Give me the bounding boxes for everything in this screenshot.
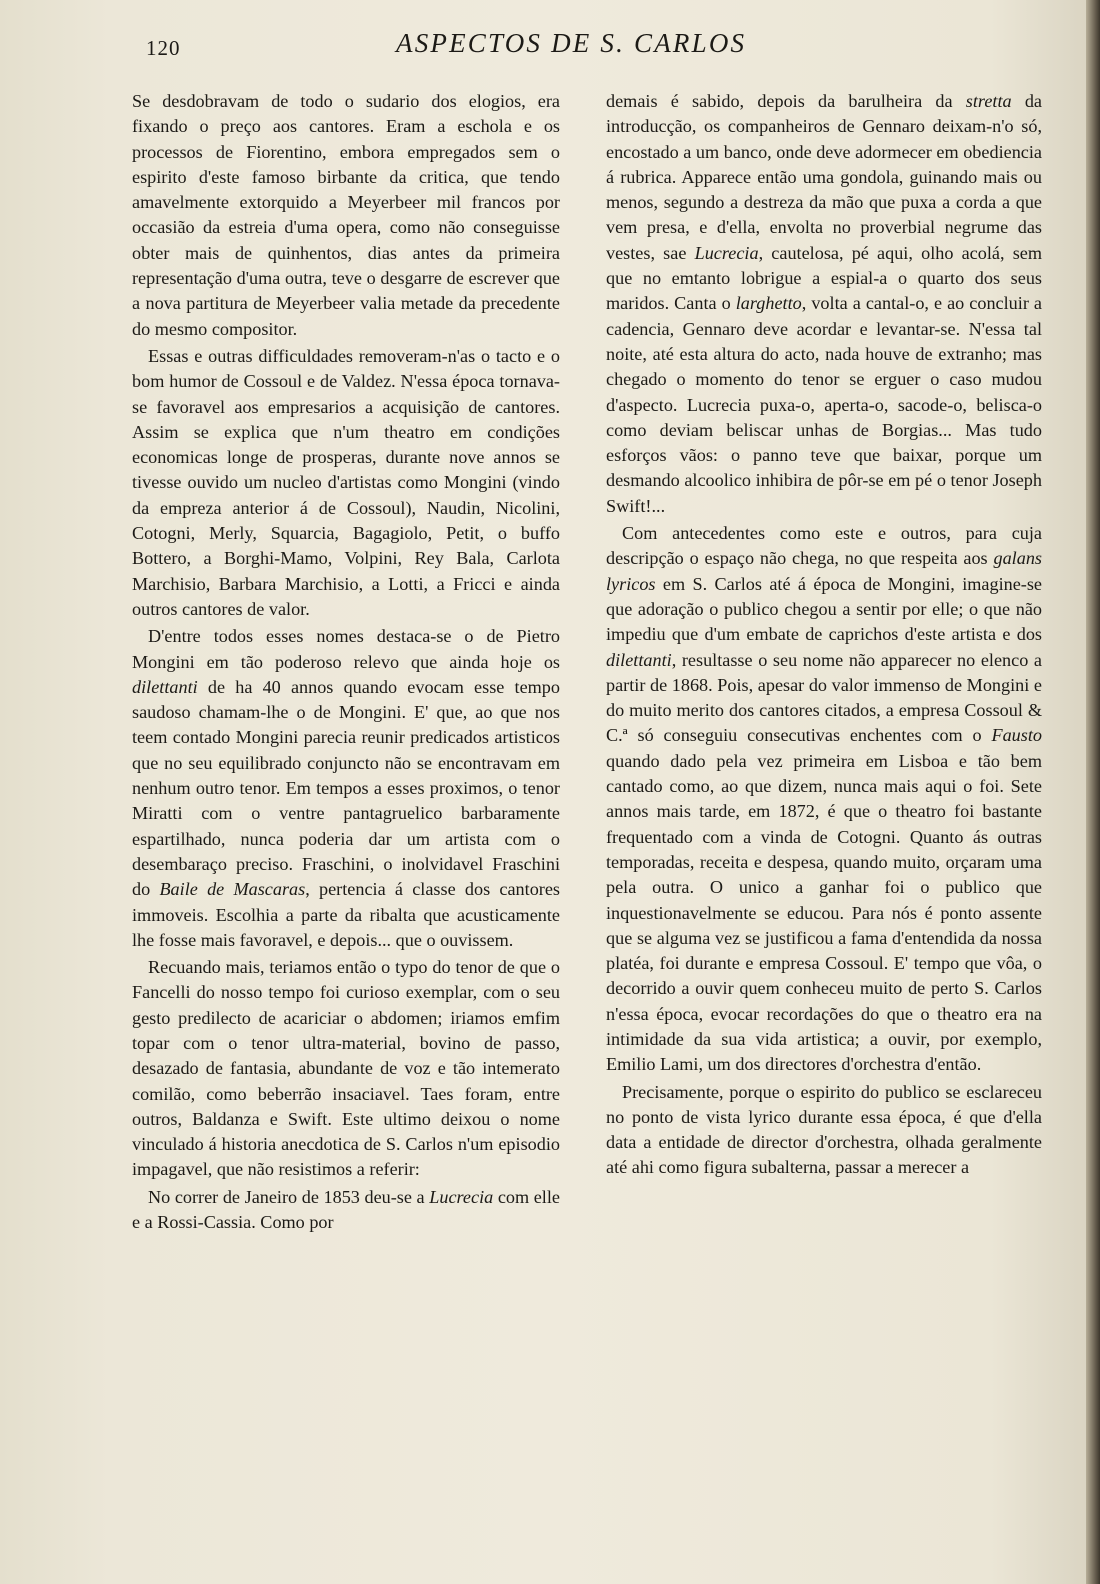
paragraph: Precisamente, porque o espirito do publico se esclareceu no ponto de vista lyrico durante essa época, é que d'ella data a entidade de director d'orchestra, olhada geralmente até ahi como figura subalterna, passar a merecer a xyxy=(606,1081,1042,1178)
italic-term: dilettanti xyxy=(132,676,198,697)
page-edge xyxy=(1086,0,1100,1584)
italic-term: dilettanti xyxy=(606,649,672,670)
right-column xyxy=(606,89,1042,1181)
page-header xyxy=(146,26,1042,66)
italic-term: Baile de Mascaras xyxy=(159,879,306,900)
paragraph: Se desdobravam de todo o sudario dos elogios, era fixando o preço aos cantores. Eram a eschola e os processos de Fiorentino, embora empregados sem o espirito d'este famoso birbante da critica, que tendo amavelmente extorquido a Meyerbeer mil francos por occasião da estreia d'uma opera, como não conseguisse obter mais de quinhentos, dias antes da primeira representação d'uma outra, teve o desgarre de escrever que a nova partitura de Meyerbeer valia metade da precedente do mesmo compositor. xyxy=(132,91,560,339)
italic-term: Fausto xyxy=(991,725,1042,746)
page-number: 120 xyxy=(146,36,181,60)
italic-term: larghetto xyxy=(735,293,802,314)
left-column xyxy=(132,89,560,1235)
paragraph: Com antecedentes como este e outros, para cuja descripção o espaço não chega, no que respeita aos galans lyricos em S. Carlos até á época de Mongini, imagine-se que adoração o publico chegou a sentir por elle; o que não impediu que d'um embate de caprichos d'este artista e dos dilettanti, resultasse o seu nome não apparecer no elenco a partir de 1868. Pois, apesar do valor immenso de Mongini e do muito merito dos cantores citados, a empresa Cossoul & C.ª só conseguiu consecutivas enchentes com o Fausto quando dado pela vez primeira em Lisboa e tão bem cantado como, ao que dizem, nunca mais aqui o foi. Sete annos mais tarde, em 1872, é que o theatro foi bastante frequentado com a vinda de Cotogni. Quanto ás outras temporadas, receita e despesa, quando muito, orçaram uma pela outra. O unico a ganhar foi o publico que inquestionavelmente se educou. Para nós é ponto assente que se alguma vez se justificou a fama d'entendida da nossa platéa, foi durante e empresa Cossoul. E' tempo que vôa, o decorrido a ouvir quem conheceu muito de perto S. Carlos n'essa época, evocar recordações do que o theatro era na intimidade da sua vida artistica; a ouvir, por exemplo, Emilio Lami, um dos directores d'orchestra d'então. xyxy=(606,523,1042,1075)
paragraph: demais é sabido, depois da barulheira da stretta da introducção, os companheiros de Gennaro deixam-n'o só, encostado a um banco, onde deve adormecer em obediencia á rubrica. Apparece então uma gondola, guinando mais ou menos, segundo a destreza da mão que puxa a corda a que vem presa, e d'ella, envolta no proverbial negrume das vestes, sae Lucrecia, cautelosa, pé aqui, olho acolá, sem que no emtanto lobrigue a espial-a o quarto dos seus maridos. Canta o larghetto, volta a cantal-o, e ao concluir a cadencia, Gennaro deve acordar e levantar-se. N'essa tal noite, até esta altura do acto, nada houve de extranho; mas chegado o momento do tenor se erguer o caso mudou d'aspecto. Lucrecia puxa-o, aperta-o, sacode-o, belisca-o como deviam beliscar unhas de Borgias... Mas tudo esforços vãos: o panno teve que baixar, porque um desmando alcoolico inhibira de pôr-se em pé o tenor Joseph Swift!... xyxy=(606,91,1043,516)
italic-term: galans lyricos xyxy=(606,548,1042,594)
italic-term: stretta xyxy=(965,91,1012,111)
running-title: ASPECTOS DE S. CARLOS xyxy=(396,28,747,58)
paragraph: D'entre todos esses nomes destaca-se o de Pietro Mongini em tão poderoso relevo que ainda hoje os dilettanti de ha 40 annos quando evocam esse tempo saudoso chamam-lhe o de Mongini. E' que, ao que nos teem contado Mongini parecia reunir predicados artisticos que no seu equilibrado conjuncto não se encontravam em nenhum outro tenor. Em tempos a esses proximos, o tenor Miratti com o ventre pantagruelico barbaramente espartilhado, nunca poderia dar um artista com o desembaraço preciso. Fraschini, o inolvidavel Fraschini do Baile de Mascaras, pertencia á classe dos cantores immoveis. Escolhia a parte da ribalta que acusticamente lhe fosse mais favoravel, e depois... que o ouvissem. xyxy=(132,626,560,950)
paragraph: Recuando mais, teriamos então o typo do tenor de que o Fancelli do nosso tempo foi curioso exemplar, com o seu gesto predilecto de acariciar o abdomen; iriamos emfim topar com o tenor ultra-material, bovino de passo, desazado de fantasia, abundante de voz e tão intemerato comilão, como beberrão insaciavel. Taes foram, entre outros, Baldanza e Swift. Este ultimo deixou o nome vinculado á historia anecdotica de S. Carlos n'um episodio impagavel, que não resistimos a referir: xyxy=(132,957,560,1180)
italic-term: Lucrecia xyxy=(694,242,759,263)
italic-term: Lucrecia xyxy=(429,1186,494,1207)
paragraph: Essas e outras difficuldades removeram-n'as o tacto e o bom humor de Cossoul e de Valdez. N'essa época tornava-se favoravel aos empresarios a acquisição de cantores. Assim se explica que n'um theatro em condições economicas longe de prosperas, durante nove annos se tivesse ouvido um nucleo d'artistas como Mongini (vindo da empreza anterior á de Cossoul), Naudin, Nicolini, Cotogni, Merly, Squarcia, Bagagiolo, Petit, o buffo Bottero, a Borghi-Mamo, Volpini, Rey Bala, Carlota Marchisio, Barbara Marchisio, a Lotti, a Fricci e ainda outros cantores de valor. xyxy=(132,345,560,619)
paragraph: No correr de Janeiro de 1853 deu-se a Lucrecia com elle e a Rossi-Cassia. Como por xyxy=(132,1186,560,1233)
